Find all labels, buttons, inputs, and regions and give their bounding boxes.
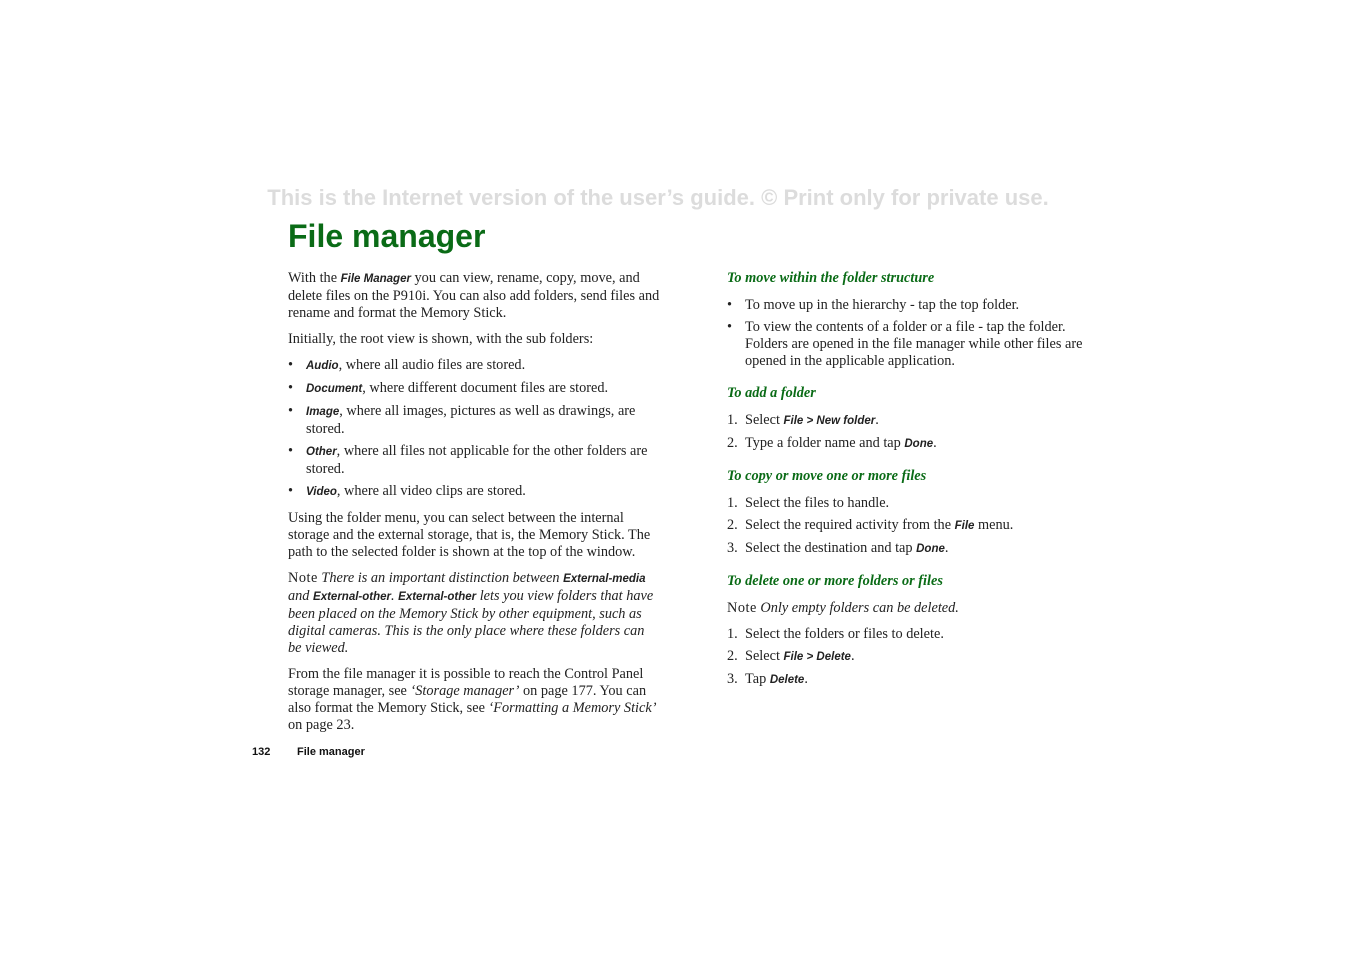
step-end: . — [933, 435, 937, 451]
list-item — [288, 443, 660, 478]
folder-desc: , where all audio files are stored. — [338, 357, 526, 373]
note-text: and — [288, 588, 314, 604]
step-text: Select — [745, 648, 784, 664]
step-end: menu. — [974, 517, 1014, 533]
list-item — [288, 380, 660, 398]
step-number: 2. — [727, 648, 738, 664]
cp-text: From the file manager it is possible to reach the Control Panel storage manager, see — [288, 666, 644, 699]
folder-name: Document — [306, 383, 363, 395]
menu-path: File > Delete — [783, 651, 851, 663]
note-text: Only empty folders can be deleted. — [756, 600, 959, 616]
move-heading: To move within the folder structure — [727, 270, 935, 286]
folder-desc: , where all video clips are stored. — [336, 483, 526, 499]
folder-menu-paragraph: Using the folder menu, you can select between the internal storage and the external storage, that is, the Memory Stick. The path to the selected folder is shown at the top of the window. — [288, 510, 651, 560]
menu-path: File > New folder — [783, 415, 876, 427]
note-text: There is an important distinction between — [317, 570, 564, 586]
step-text: Select the required activity from the — [745, 517, 955, 533]
intro-paragraph — [288, 270, 660, 322]
step-number: 1. — [727, 626, 738, 642]
intro-text-cont: you can view, rename, copy, move, and delete files on the P910i. You can also add folders, send files and rename and format the Memory Stick. — [288, 270, 660, 321]
list-item: • To view the contents of a folder or a file - tap the folder. Folders are opened in the file manager while other files are opened in the applicable application. — [727, 319, 1099, 370]
note-label: Note — [288, 570, 318, 586]
cp-text: on page 23. — [288, 717, 355, 733]
step-end: . — [875, 412, 879, 428]
file-manager-label: File Manager — [340, 273, 411, 285]
list-item — [727, 412, 1099, 430]
done-label: Done — [916, 543, 945, 555]
list-item — [727, 495, 1099, 512]
external-media-label: External-media — [563, 573, 646, 585]
folder-desc: , where all images, pictures as well as drawings, are stored. — [306, 403, 636, 437]
folder-desc: , where all files not applicable for the other folders are stored. — [306, 443, 648, 477]
step-end: . — [804, 671, 808, 687]
list-item — [727, 671, 1099, 689]
list-item — [727, 626, 1099, 643]
list-item — [727, 540, 1099, 558]
note-paragraph — [288, 570, 660, 657]
copy-move-heading: To copy or move one or more files — [727, 468, 927, 484]
folder-desc: , where different document files are stored. — [362, 380, 609, 396]
intro-text: With the — [288, 270, 341, 286]
step-end: . — [944, 540, 949, 556]
list-item — [727, 517, 1099, 535]
delete-steps — [727, 626, 1099, 689]
footer-section: File manager — [297, 746, 365, 758]
folder-name: Other — [306, 446, 337, 458]
file-label: File — [954, 520, 975, 532]
step-end: . — [850, 648, 855, 664]
list-item: • To move up in the hierarchy - tap the top folder. — [727, 297, 1099, 314]
page-number: 132 — [252, 746, 271, 758]
note-label: Note — [727, 600, 757, 616]
step-text: Select the files to handle. — [745, 495, 890, 511]
step-text: Select the destination and tap — [745, 540, 917, 556]
delete-label: Delete — [769, 674, 805, 686]
step-number: 1. — [727, 412, 738, 428]
copy-move-steps — [727, 495, 1099, 558]
step-number: 3. — [727, 671, 738, 687]
folder-name: Image — [306, 406, 340, 418]
root-view-paragraph: Initially, the root view is shown, with the sub folders: — [288, 331, 594, 347]
delete-heading: To delete one or more folders or files — [727, 573, 943, 589]
list-item — [727, 435, 1099, 453]
list-item — [288, 483, 660, 501]
right-column — [727, 270, 1099, 698]
watermark: This is the Internet version of the user’s guide. © Print only for private use. — [267, 185, 1049, 210]
list-item — [288, 403, 660, 438]
external-other-label: External-other — [313, 591, 391, 603]
step-text: Type a folder name and tap — [745, 435, 905, 451]
step-number: 2. — [727, 517, 738, 533]
add-folder-heading: To add a folder — [727, 385, 816, 401]
folder-name: Audio — [306, 360, 339, 372]
cp-text: on page 177. You can also format the Memory Stick, see — [288, 683, 647, 716]
move-list — [727, 297, 1099, 370]
note-text: . — [391, 588, 399, 604]
step-number: 3. — [727, 540, 738, 556]
external-other-label: External-other — [398, 591, 477, 603]
list-item — [727, 648, 1099, 666]
folder-list — [288, 357, 660, 501]
list-item — [288, 357, 660, 375]
storage-manager-link[interactable]: ‘Storage manager’ — [410, 683, 520, 699]
step-number: 1. — [727, 495, 738, 511]
step-number: 2. — [727, 435, 738, 451]
control-panel-paragraph — [288, 666, 660, 734]
folder-name: Video — [306, 486, 337, 498]
note-text: lets you view folders that have been placed on the Memory Stick by other equipment, such as digital cameras. This is the only place where these folders can be viewed. — [288, 588, 654, 656]
formatting-memory-stick-link[interactable]: ‘Formatting a Memory Stick’ — [488, 700, 657, 716]
step-text: Select — [745, 412, 784, 428]
delete-note — [727, 600, 1099, 617]
page-title: File manager — [288, 218, 486, 254]
left-column — [288, 270, 660, 743]
step-text: Tap — [745, 671, 770, 687]
done-label: Done — [904, 438, 934, 450]
step-text: Select the folders or files to delete. — [745, 626, 944, 642]
add-folder-steps — [727, 412, 1099, 453]
